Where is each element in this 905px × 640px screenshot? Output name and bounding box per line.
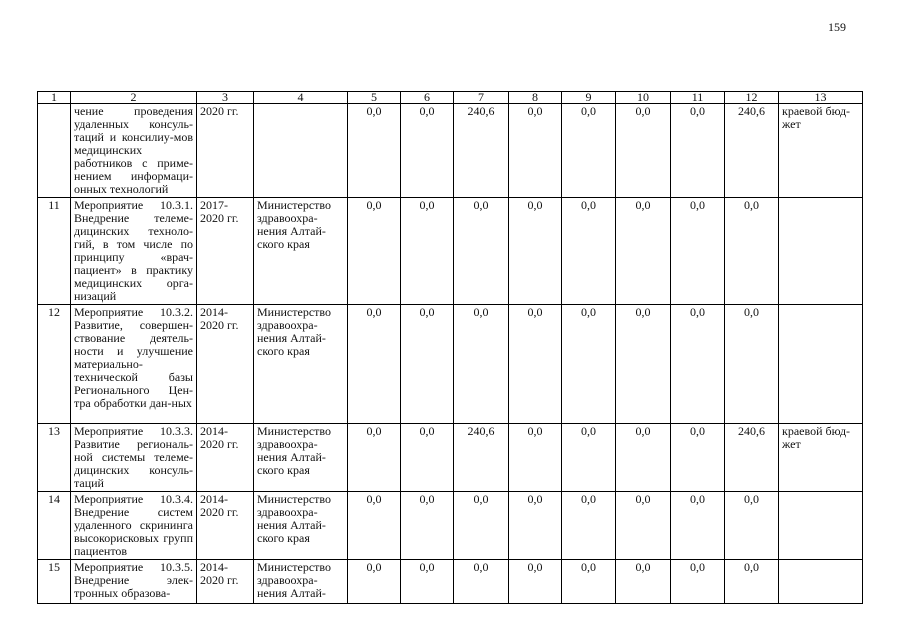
responsible-executor: Министерство здравоохра-нения Алтай-ского края xyxy=(254,198,348,305)
funding-value: 0,0 xyxy=(725,560,779,604)
implementation-period: 2014-2020 гг. xyxy=(197,424,254,492)
funding-value: 0,0 xyxy=(401,560,454,604)
row-number: 12 xyxy=(38,305,71,424)
funding-value: 240,6 xyxy=(725,104,779,198)
activity-description: Мероприятие 10.3.2. Развитие, совершен-ствование деятель-ности и улучшение материально-технической базы Регионального Цен-тра обработки дан-ных xyxy=(71,305,197,424)
funding-value: 0,0 xyxy=(509,305,562,424)
funding-value: 0,0 xyxy=(562,198,616,305)
table-row xyxy=(38,104,863,198)
funding-source: краевой бюд-жет xyxy=(779,424,863,492)
funding-value: 0,0 xyxy=(671,424,725,492)
funding-value: 0,0 xyxy=(616,198,671,305)
funding-value: 0,0 xyxy=(725,492,779,560)
funding-value: 0,0 xyxy=(616,424,671,492)
program-activities-table xyxy=(37,91,863,604)
funding-value: 0,0 xyxy=(401,305,454,424)
activity-description: Мероприятие 10.3.1. Внедрение телеме-дицинских техноло-гий, в том числе по принципу «врач-пациент» в практику медицинских орга-низаций xyxy=(71,198,197,305)
column-number-row xyxy=(38,92,863,104)
funding-value: 0,0 xyxy=(348,560,401,604)
table-row xyxy=(38,198,863,305)
funding-value: 0,0 xyxy=(454,198,509,305)
funding-value: 240,6 xyxy=(454,104,509,198)
funding-value: 0,0 xyxy=(509,198,562,305)
funding-source: краевой бюд-жет xyxy=(779,104,863,198)
funding-value: 0,0 xyxy=(401,492,454,560)
responsible-executor xyxy=(254,104,348,198)
implementation-period: 2017-2020 гг. xyxy=(197,198,254,305)
column-header: 2 xyxy=(71,92,197,104)
column-header: 8 xyxy=(509,92,562,104)
table-row xyxy=(38,560,863,604)
column-header: 5 xyxy=(348,92,401,104)
funding-value: 240,6 xyxy=(725,424,779,492)
funding-source xyxy=(779,305,863,424)
table-row xyxy=(38,492,863,560)
funding-value: 0,0 xyxy=(616,560,671,604)
funding-value: 0,0 xyxy=(509,560,562,604)
column-header: 12 xyxy=(725,92,779,104)
responsible-executor: Министерство здравоохра-нения Алтай-ского края xyxy=(254,305,348,424)
funding-value: 0,0 xyxy=(562,492,616,560)
responsible-executor: Министерство здравоохра-нения Алтай- xyxy=(254,560,348,604)
funding-value: 0,0 xyxy=(616,104,671,198)
column-header: 3 xyxy=(197,92,254,104)
column-header: 1 xyxy=(38,92,71,104)
funding-source xyxy=(779,560,863,604)
funding-value: 0,0 xyxy=(348,424,401,492)
row-number: 15 xyxy=(38,560,71,604)
column-header: 11 xyxy=(671,92,725,104)
funding-source xyxy=(779,492,863,560)
table-row xyxy=(38,424,863,492)
row-number: 14 xyxy=(38,492,71,560)
funding-value: 0,0 xyxy=(562,560,616,604)
funding-value: 0,0 xyxy=(454,305,509,424)
row-number: 11 xyxy=(38,198,71,305)
table-row xyxy=(38,305,863,424)
funding-value: 0,0 xyxy=(348,492,401,560)
funding-value: 0,0 xyxy=(348,104,401,198)
column-header: 10 xyxy=(616,92,671,104)
funding-value: 0,0 xyxy=(348,198,401,305)
column-header: 9 xyxy=(562,92,616,104)
funding-value: 0,0 xyxy=(671,492,725,560)
implementation-period: 2020 гг. xyxy=(197,104,254,198)
funding-value: 0,0 xyxy=(562,424,616,492)
funding-value: 0,0 xyxy=(725,305,779,424)
funding-value: 0,0 xyxy=(509,104,562,198)
funding-value: 0,0 xyxy=(509,424,562,492)
funding-value: 0,0 xyxy=(454,560,509,604)
row-number: 13 xyxy=(38,424,71,492)
funding-value: 0,0 xyxy=(509,492,562,560)
funding-value: 0,0 xyxy=(616,492,671,560)
activity-description: Мероприятие 10.3.4. Внедрение систем удаленного скрининга высокорисковых групп пациентов xyxy=(71,492,197,560)
funding-value: 0,0 xyxy=(671,104,725,198)
activity-description: чение проведения удаленных консуль-таций и консилиу-мов медицинских работников с приме-нением информаци-онных технологий xyxy=(71,104,197,198)
column-header: 6 xyxy=(401,92,454,104)
responsible-executor: Министерство здравоохра-нения Алтай-ского края xyxy=(254,492,348,560)
responsible-executor: Министерство здравоохра-нения Алтай-ского края xyxy=(254,424,348,492)
funding-value: 240,6 xyxy=(454,424,509,492)
funding-value: 0,0 xyxy=(401,198,454,305)
column-header: 4 xyxy=(254,92,348,104)
funding-value: 0,0 xyxy=(401,424,454,492)
funding-value: 0,0 xyxy=(671,198,725,305)
funding-value: 0,0 xyxy=(562,104,616,198)
funding-source xyxy=(779,198,863,305)
activity-description: Мероприятие 10.3.3. Развитие региональ-ной системы телеме-дицинских консуль-таций xyxy=(71,424,197,492)
activity-description: Мероприятие 10.3.5. Внедрение элек-тронных образова- xyxy=(71,560,197,604)
funding-value: 0,0 xyxy=(454,492,509,560)
implementation-period: 2014-2020 гг. xyxy=(197,492,254,560)
implementation-period: 2014-2020 гг. xyxy=(197,305,254,424)
implementation-period: 2014-2020 гг. xyxy=(197,560,254,604)
funding-value: 0,0 xyxy=(725,198,779,305)
column-header: 7 xyxy=(454,92,509,104)
funding-value: 0,0 xyxy=(671,560,725,604)
funding-value: 0,0 xyxy=(671,305,725,424)
funding-value: 0,0 xyxy=(562,305,616,424)
row-number xyxy=(38,104,71,198)
funding-value: 0,0 xyxy=(616,305,671,424)
column-header: 13 xyxy=(779,92,863,104)
page-number: 159 xyxy=(828,20,846,34)
funding-value: 0,0 xyxy=(401,104,454,198)
funding-value: 0,0 xyxy=(348,305,401,424)
